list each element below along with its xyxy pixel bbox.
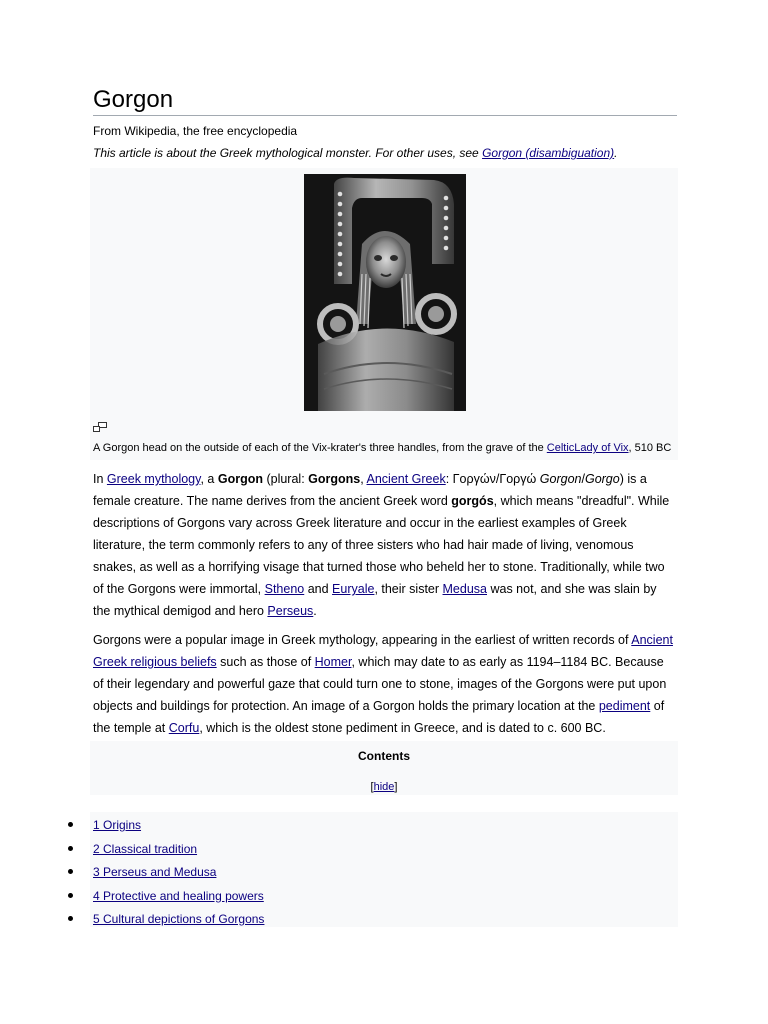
hatnote: [93, 146, 617, 160]
bold-term-gorgos: gorgós: [451, 494, 494, 508]
toc-bracket-close: ]: [394, 781, 398, 793]
text-run: of the temple at: [93, 699, 665, 735]
intro-paragraph-1: [93, 468, 677, 622]
magnify-icon[interactable]: [93, 422, 107, 432]
hatnote-end: .: [614, 146, 618, 160]
italic-gorgon: Gorgon: [539, 472, 582, 486]
figure-caption: [93, 442, 671, 454]
bullet-icon: [68, 869, 73, 874]
vix-krater-gorgon-image[interactable]: [304, 174, 466, 411]
text-run: In: [93, 472, 107, 486]
toc-link[interactable]: 3 Perseus and Medusa: [93, 865, 217, 879]
text-run: : Γοργών/Γοργώ: [445, 472, 540, 486]
bullet-icon: [68, 846, 73, 851]
toc-item-protective-powers: [90, 883, 678, 907]
link-pediment[interactable]: pediment: [598, 699, 651, 713]
text-run: ,: [360, 472, 367, 486]
toc-link[interactable]: 5 Cultural depictions of Gorgons: [93, 912, 265, 926]
disambiguation-link[interactable]: Gorgon (disambiguation): [482, 146, 615, 160]
link-medusa[interactable]: Medusa: [442, 582, 487, 596]
table-of-contents: [90, 741, 678, 795]
italic-gorgo: Gorgo: [584, 472, 620, 486]
infobox-figure: [90, 168, 678, 460]
toc-item-classical-tradition: [90, 836, 678, 860]
link-ancient-greek-religious-beliefs[interactable]: Ancient Greek religious beliefs: [93, 633, 673, 669]
text-run: , which is the oldest stone pediment in Greece, and is dated to c. 600 BC.: [199, 721, 606, 735]
toc-list: [90, 812, 678, 927]
text-run: .: [313, 604, 317, 618]
caption-end: , 510 BC: [628, 442, 672, 454]
toc-link[interactable]: 4 Protective and healing powers: [93, 888, 264, 903]
toc-link[interactable]: 2 Classical tradition: [93, 841, 198, 856]
link-stheno[interactable]: Stheno: [264, 582, 305, 596]
link-ancient-greek[interactable]: Ancient Greek: [366, 472, 446, 486]
caption-link-vix[interactable]: CelticLady of Vix: [546, 442, 629, 454]
toc-hide-link[interactable]: hide: [373, 781, 395, 793]
link-perseus[interactable]: Perseus: [267, 604, 314, 618]
bullet-icon: [68, 916, 73, 921]
link-greek-mythology[interactable]: Greek mythology: [106, 472, 201, 486]
toc-title: Contents: [358, 749, 410, 763]
site-tagline: From Wikipedia, the free encyclopedia: [93, 124, 298, 138]
text-run: was not, and she was slain by the mythical demigod and hero: [93, 582, 657, 618]
text-run: such as those of: [216, 655, 315, 669]
bold-term-gorgons: Gorgons: [308, 472, 361, 486]
page-title: Gorgon: [93, 86, 677, 116]
link-corfu[interactable]: Corfu: [168, 721, 200, 735]
text-run: (plural:: [262, 472, 309, 486]
link-homer[interactable]: Homer: [314, 655, 352, 669]
text-run: /: [581, 472, 585, 486]
bullet-icon: [68, 893, 73, 898]
intro-paragraph-2: [93, 629, 677, 739]
toc-item-perseus-and-medusa: [90, 859, 678, 883]
text-run: , their sister: [374, 582, 443, 596]
text-run: and: [304, 582, 333, 596]
text-run: , a: [200, 472, 218, 486]
toc-item-cultural-depictions: [90, 906, 678, 930]
text-run: Gorgons were a popular image in Greek mythology, appearing in the earliest of written records of: [93, 633, 632, 647]
toc-bracket-open: [: [370, 781, 374, 793]
text-run: , which may date to as early as 1194–1184 BC. Because of their legendary and powerful gaze that could turn one to stone, images of the Gorgons were put upon objects and buildings for protection. An image of a Gorgon holds the primary location at the: [93, 655, 667, 713]
link-euryale[interactable]: Euryale: [332, 582, 375, 596]
toc-item-origins: [90, 812, 678, 836]
toc-toggle: [90, 781, 678, 793]
text-run: ) is a female creature. The name derives from the ancient Greek word: [93, 472, 647, 508]
text-run: , which means "dreadful". While descriptions of Gorgons vary across Greek literature and occur in the earliest examples of Greek literature, the term commonly refers to any of three sisters who had hair made of living, venomous snakes, as well as a horrifying visage that turned those who beheld her to stone. Traditionally, while two of the Gorgons were immortal,: [93, 494, 670, 596]
bold-term-gorgon: Gorgon: [217, 472, 263, 486]
toc-link[interactable]: 1 Origins: [93, 818, 142, 832]
caption-text: A Gorgon head on the outside of each of the Vix-krater's three handles, from the grave of the: [93, 442, 547, 454]
bullet-icon: [68, 822, 73, 827]
hatnote-text: This article is about the Greek mythological monster. For other uses, see: [93, 146, 483, 160]
